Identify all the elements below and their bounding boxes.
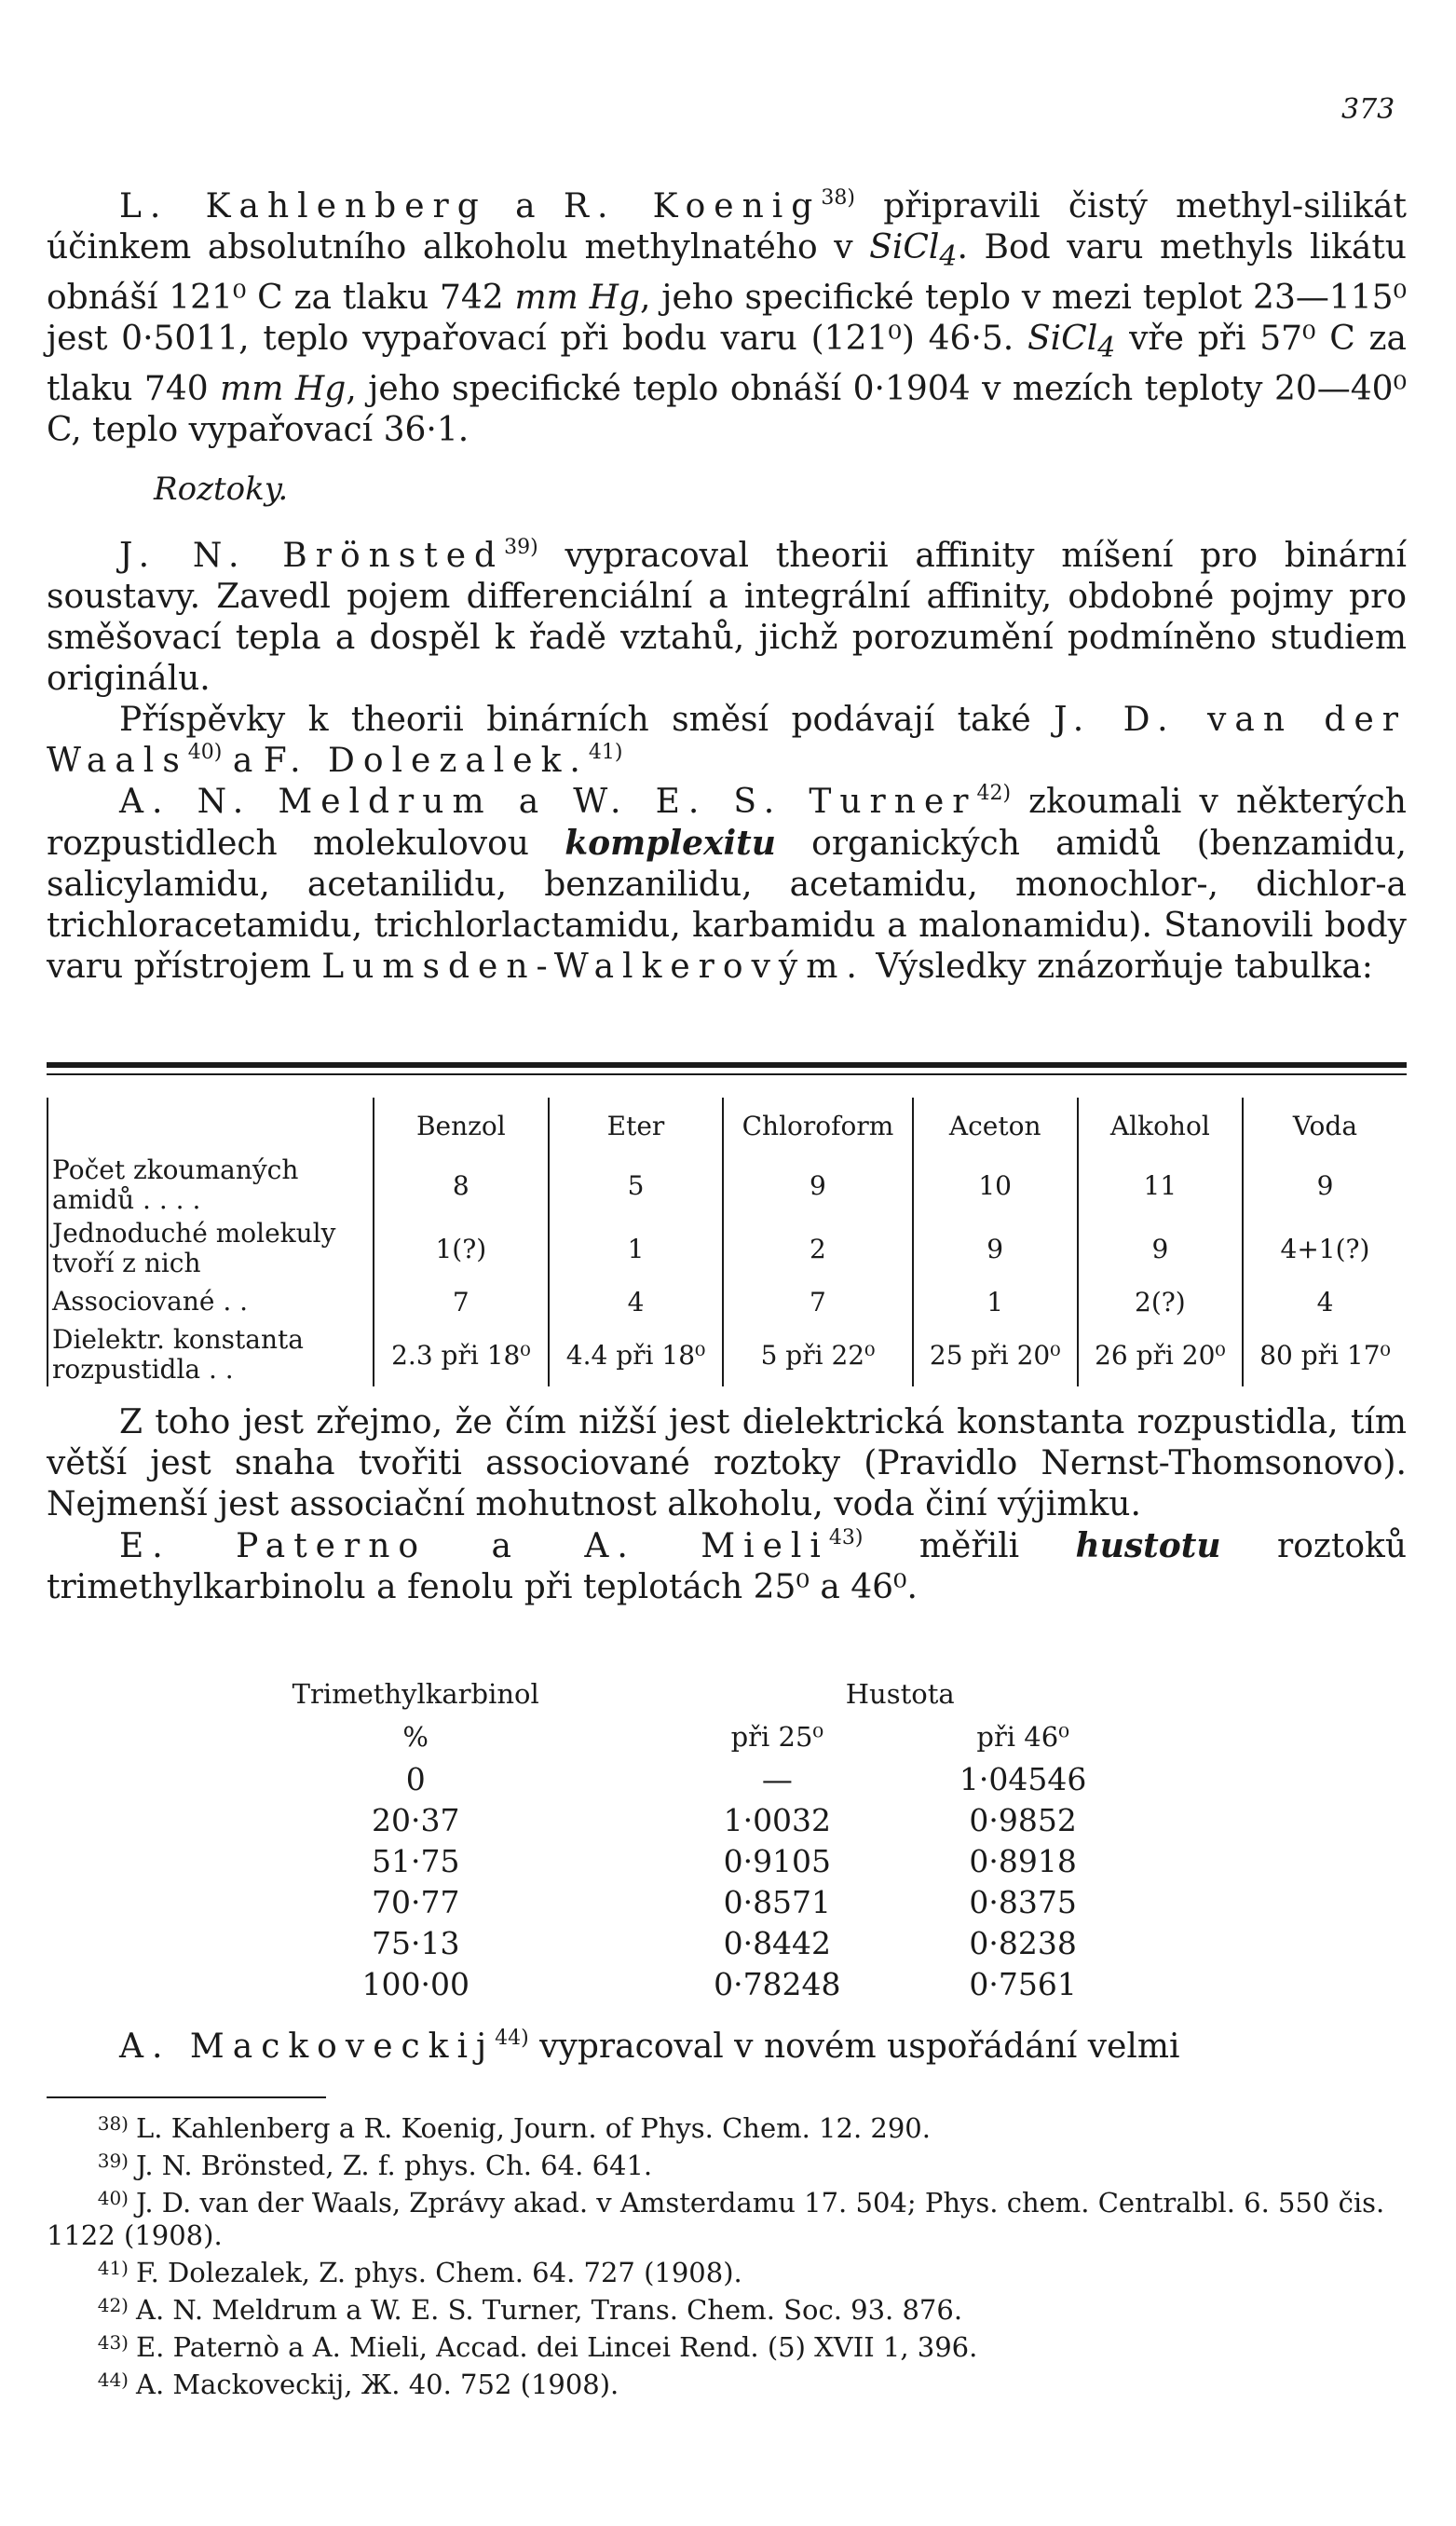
table-cell: 0 [405, 1760, 426, 1797]
table-cell: 9 [723, 1154, 912, 1217]
table-cell: 0·8238 [969, 1924, 1077, 1961]
main-text [47, 536, 1407, 988]
column-header: Eter [549, 1098, 724, 1154]
table-row [177, 1840, 1146, 1881]
table-cell: 5 při 22⁰ [723, 1323, 912, 1386]
table-cell: 51·75 [371, 1842, 460, 1879]
table-row [48, 1323, 1407, 1386]
table-rule [47, 1062, 1407, 1068]
author-name: J. D. van der Waals [47, 701, 1407, 780]
solvent-table [47, 1062, 1407, 1386]
footnote-mark: 42) [97, 2294, 129, 2316]
table-cell: 25 při 20⁰ [913, 1323, 1078, 1386]
table-header-row [48, 1098, 1407, 1154]
temp-header: při 46⁰ [976, 1721, 1069, 1753]
footnote-text: J. N. Brönsted, Z. f. phys. Ch. 64. 641. [136, 2150, 653, 2181]
text-run: vypracoval v novém uspořádání velmi [528, 2028, 1180, 2066]
solvent-table-grid [47, 1098, 1407, 1386]
table-cell: — [761, 1760, 793, 1797]
table-cell: 0·9105 [723, 1842, 832, 1879]
footnote [47, 2182, 1407, 2252]
column-header: Alkohol [1078, 1098, 1243, 1154]
table-cell: 11 [1078, 1154, 1243, 1217]
footnote [47, 2289, 1407, 2327]
group-header: Hustota [845, 1678, 955, 1710]
footnote [47, 2364, 1407, 2401]
table-cell: 1·0032 [723, 1801, 832, 1838]
table-cell: 70·77 [371, 1883, 460, 1920]
table-cell: 20·37 [371, 1801, 460, 1838]
row-label: Počet zkoumaných amidů . . . . [48, 1154, 374, 1217]
table-row [177, 1799, 1146, 1840]
table-corner [48, 1098, 374, 1154]
text-run: , jeho specifické teplo obnáší 0·1904 v mezích teploty 20—40⁰ C, teplo vypařovací 36·1. [47, 370, 1408, 450]
footnote-mark: 40) [97, 2187, 129, 2209]
footnote-ref: 41) [588, 741, 623, 764]
column-header: Trimethylkarbinol [292, 1678, 539, 1710]
table-cell: 4.4 při 18⁰ [549, 1323, 724, 1386]
temp-header: při 25⁰ [730, 1721, 824, 1753]
unit: mm Hg [220, 370, 347, 409]
column-header: Voda [1243, 1098, 1407, 1154]
row-label: Dielektr. konstanta rozpustidla . . [48, 1323, 374, 1386]
table-cell: 1·04546 [959, 1760, 1087, 1797]
formula: SiCl [869, 228, 940, 266]
text-run: měřili [863, 1527, 1076, 1565]
subscript: 4 [939, 240, 958, 274]
footnote-ref: 43) [828, 1526, 864, 1550]
row-label: Jednoduché molekuly tvoří z nich [48, 1217, 374, 1280]
footnote-text: F. Dolezalek, Z. phys. Chem. 64. 727 (1908). [136, 2257, 742, 2288]
table-cell: 26 při 20⁰ [1078, 1323, 1243, 1386]
table-cell: 8 [374, 1154, 549, 1217]
author-name: Lumsden-Walkerovým. [321, 948, 865, 986]
intro-paragraph [47, 186, 1407, 451]
footnote [47, 2252, 1407, 2289]
footnote-ref: 39) [504, 536, 538, 559]
table-cell: 0·8571 [723, 1883, 832, 1920]
text-run: vře při 57⁰ C za tlaku 740 [47, 320, 1407, 409]
table-cell: 80 při 17⁰ [1243, 1323, 1407, 1386]
author-name: J. N. Brönsted [119, 537, 505, 575]
conjunction: a [222, 742, 264, 780]
table-cell: 4 [1243, 1280, 1407, 1323]
density-table [177, 1673, 1146, 2004]
table-cell: 0·78248 [714, 1965, 841, 2002]
table-cell: 75·13 [371, 1924, 460, 1961]
subscript: 4 [1097, 332, 1116, 365]
table-cell: 10 [913, 1154, 1078, 1217]
footnote-mark: 39) [97, 2150, 129, 2172]
table-row [177, 1881, 1146, 1922]
text-run: připravili čistý methyl-silikát účinkem absolutního alkoholu methylnatého v [47, 187, 1407, 266]
formula: SiCl [1027, 320, 1098, 359]
text-run: Příspěvky k theorii binárních směsí podávají také [119, 701, 1055, 739]
footnote-divider [47, 2096, 326, 2098]
paragraph-waals [47, 700, 1407, 782]
section-heading: Roztoky. [154, 471, 289, 508]
footnote [47, 2327, 1407, 2364]
density-table-grid [177, 1673, 1146, 2004]
footnote-mark: 38) [97, 2112, 129, 2135]
table-cell: 9 [1078, 1217, 1243, 1280]
unit: mm Hg [514, 279, 641, 318]
table-cell: 9 [1243, 1154, 1407, 1217]
footnote-ref: 38) [821, 186, 855, 210]
emphasis: hustotu [1075, 1526, 1221, 1565]
footnote-text: A. N. Meldrum a W. E. S. Turner, Trans. Chem. Soc. 93. 876. [136, 2294, 963, 2326]
text-run: , jeho specifické teplo v mezi teplot 23—115⁰ jest 0·5011, teplo vypařovací při bodu varu (121⁰) 46·5. [47, 279, 1407, 359]
page-number: 373 [1341, 93, 1395, 126]
text-run: . Bod varu methyls likátu obnáší 121⁰ C za tlaku 742 [47, 228, 1407, 318]
footnote-mark: 41) [97, 2257, 129, 2279]
footnote-mark: 44) [97, 2369, 129, 2391]
footnote-ref: 40) [187, 741, 223, 764]
table-row [48, 1154, 1407, 1217]
text-run: zkoumali v některých rozpustidlech molekulovou [47, 783, 1407, 863]
table-cell: 1(?) [374, 1217, 549, 1280]
table-cell: 0·7561 [969, 1965, 1077, 2002]
text-run: Výsledky znázorňuje tabulka: [864, 948, 1373, 986]
table-cell: 0·8918 [969, 1842, 1077, 1879]
table-rule [47, 1073, 1407, 1075]
text-run: organických amidů (benzamidu, salicylamidu, acetanilidu, benzanilidu, acetamidu, monochlor-, dichlor-a trichloracetamidu, trichlorlactamidu, karbamidu a malonamidu). Stanovili body varu přístrojem [47, 825, 1407, 986]
table-cell: 5 [549, 1154, 724, 1217]
author-name: F. Dolezalek. [263, 742, 589, 780]
table-cell: 2.3 při 18⁰ [374, 1323, 549, 1386]
footnote-ref: 42) [976, 782, 1012, 805]
footnote [47, 2145, 1407, 2182]
column-header: Chloroform [723, 1098, 912, 1154]
table-cell: 0·9852 [969, 1801, 1077, 1838]
density-header-row [177, 1673, 1146, 1715]
footnote-text: A. Mackoveckij, Ж. 40. 752 (1908). [136, 2369, 619, 2400]
paragraph-paterno [47, 1525, 1407, 1608]
column-header: Benzol [374, 1098, 549, 1154]
table-cell: 2(?) [1078, 1280, 1243, 1323]
density-subheader-row [177, 1715, 1146, 1758]
footnote-text: E. Paternò a A. Mieli, Accad. dei Lincei Rend. (5) XVII 1, 396. [136, 2331, 978, 2363]
paragraph-bronsted [47, 536, 1407, 700]
emphasis: komplexitu [565, 824, 776, 863]
footnote-ref: 44) [495, 2027, 529, 2050]
unit-header: % [402, 1721, 429, 1753]
text-run: vypracoval theorii affinity míšení pro binární soustavy. Zavedl pojem differenciální a integrální affinity, obdobné pojmy pro směšovací tepla a dospěl k řadě vztahů, jichž porozumění podmíněno studiem originálu. [47, 537, 1407, 698]
table-cell: 0·8442 [723, 1924, 832, 1961]
footnote-mark: 43) [97, 2331, 129, 2354]
column-header: Aceton [913, 1098, 1078, 1154]
author-name: A. N. Meldrum a W. E. S. Turner [119, 783, 977, 821]
table-cell: 2 [723, 1217, 912, 1280]
table-cell: 4+1(?) [1243, 1217, 1407, 1280]
table-row [177, 1922, 1146, 1963]
table-row [177, 1963, 1146, 2004]
row-label: Associované . . [48, 1280, 374, 1323]
footnote-text: J. D. van der Waals, Zprávy akad. v Amsterdamu 17. 504; Phys. chem. Centralbl. 6. 550 čis. 1122 (1908). [47, 2187, 1385, 2251]
table-cell: 0·8375 [969, 1883, 1077, 1920]
author-name: L. Kahlenberg [119, 187, 487, 225]
table-row [48, 1280, 1407, 1323]
text-run: roztoků trimethylkarbinolu a fenolu při teplotách 25⁰ a 46⁰. [47, 1527, 1408, 1606]
paragraph-mackovecki [47, 2027, 1407, 2068]
table-cell: 4 [549, 1280, 724, 1323]
table-cell: 1 [549, 1217, 724, 1280]
table-cell: 7 [723, 1280, 912, 1323]
paragraph-conclusion: Z toho jest zřejmo, že čím nižší jest dielektrická konstanta rozpustidla, tím větší jest snaha tvořiti associované roztoky (Pravidlo Nernst-Thomsonovo). Nejmenší jest associační mohutnost alkoholu, voda činí výjimku. [47, 1403, 1407, 1523]
footnotes [47, 2108, 1407, 2401]
author-name: R. Koenig [563, 187, 822, 225]
conclusion-text [47, 1402, 1407, 1608]
footnote-text: L. Kahlenberg a R. Koenig, Journ. of Phys. Chem. 12. 290. [136, 2112, 931, 2144]
author-name: A. Mackoveckij [119, 2028, 496, 2066]
table-row [177, 1758, 1146, 1799]
footnote [47, 2108, 1407, 2145]
author-name: E. Paterno a A. Mieli [119, 1527, 829, 1565]
paragraph-meldrum [47, 782, 1407, 988]
table-cell: 9 [913, 1217, 1078, 1280]
table-cell: 7 [374, 1280, 549, 1323]
table-row [48, 1217, 1407, 1280]
closing-text [47, 2027, 1407, 2068]
conjunction: a [486, 187, 564, 225]
table-cell: 1 [913, 1280, 1078, 1323]
table-cell: 100·00 [361, 1965, 469, 2002]
